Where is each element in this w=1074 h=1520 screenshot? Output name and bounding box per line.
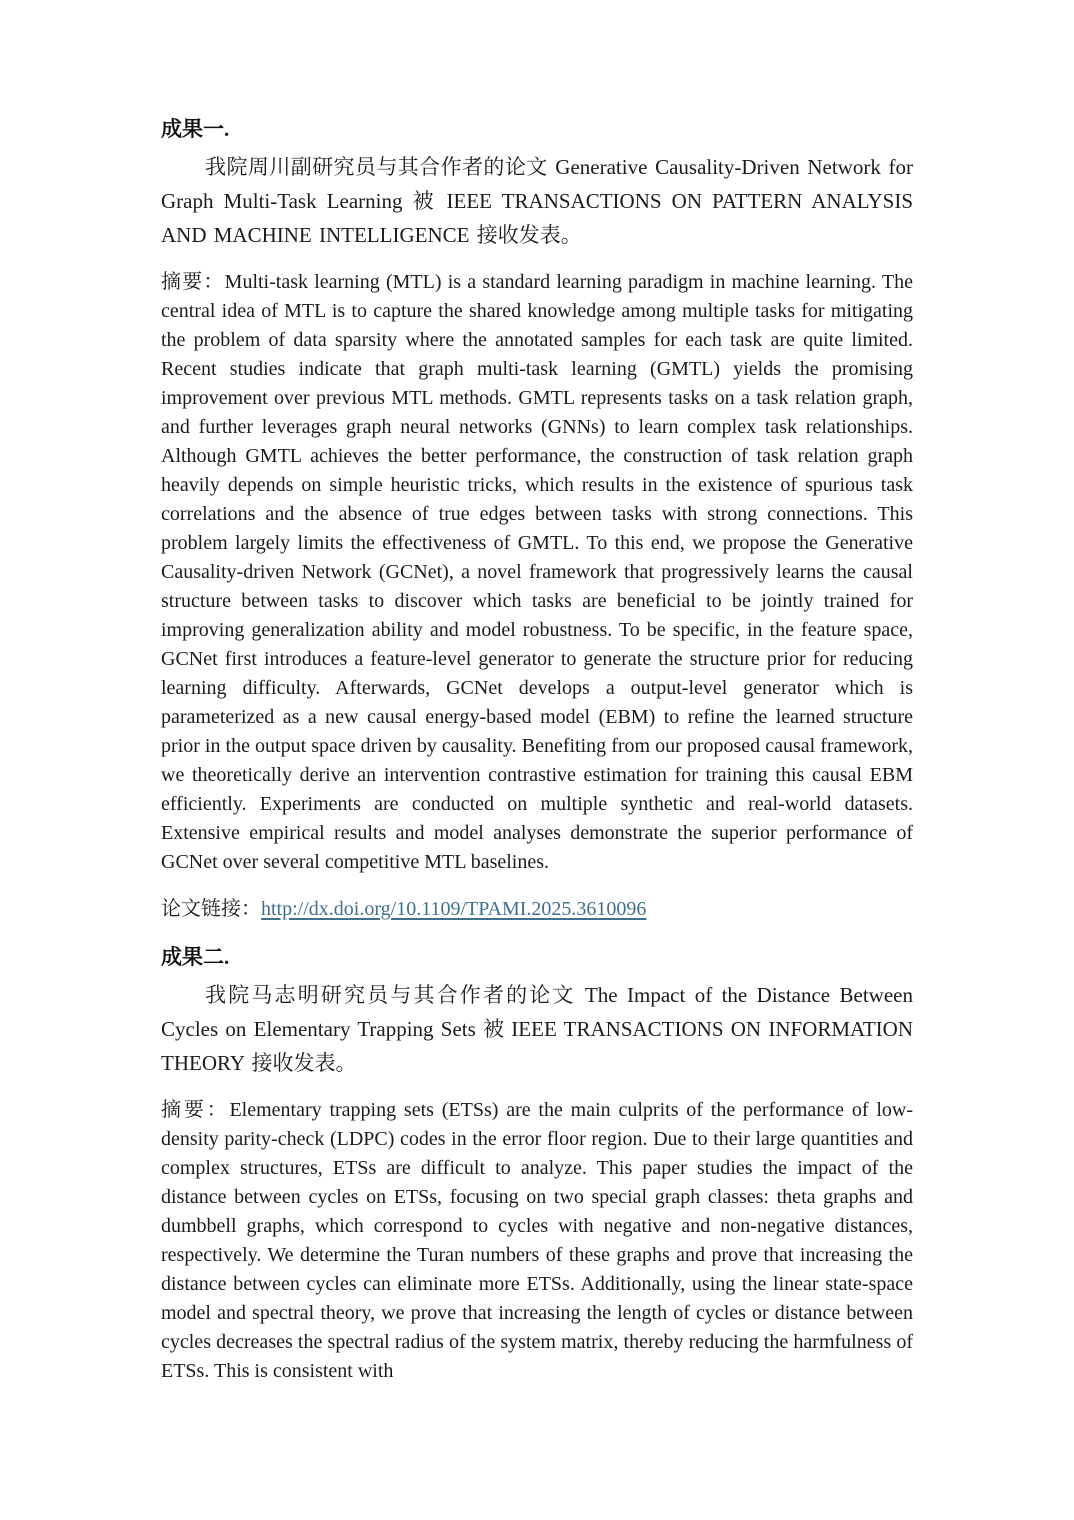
section-achievement-1 [161,116,913,924]
link-label: 论文链接： [161,898,261,920]
abstract-label: 摘要： [161,271,225,293]
abstract-text: Elementary trapping sets (ETSs) are the main culprits of the performance of low-density parity-check (LDPC) codes in the error floor region. Due to their large quantities and complex structures, ETSs are difficult to analyze. This paper studies the impact of the distance between cycles on ETSs, focusing on two special graph classes: theta graphs and dumbbell graphs, which correspond to cycles with negative and non-negative distances, respectively. We determine the Turan numbers of these graphs and prove that increasing the distance between cycles can eliminate more ETSs. Additionally, using the linear state-space model and spectral theory, we prove that increasing the length of cycles or distance between cycles decreases the spectral radius of the system matrix, thereby reducing the harmfulness of ETSs. This is consistent with [161,1099,914,1382]
paper-1-link-line [161,895,913,924]
paper-2-abstract [161,1096,913,1386]
section-achievement-2 [161,944,913,1386]
section-2-heading: 成果二. [161,945,230,969]
abstract-text: Multi-task learning (MTL) is a standard learning paradigm in machine learning. The central idea of MTL is to capture the shared knowledge among multiple tasks for mitigating the problem of data sparsity where the annotated samples for each task are quite limited. Recent studies indicate that graph multi-task learning (GMTL) yields the promising improvement over previous MTL methods. GMTL represents tasks on a task relation graph, and further leverages graph neural networks (GNNs) to learn complex task relationships. Although GMTL achieves the better performance, the construction of task relation graph heavily depends on simple heuristic tricks, which results in the existence of spurious task correlations and the absence of true edges between tasks with strong connections. This problem largely limits the effectiveness of GMTL. To this end, we propose the Generative Causality-driven Network (GCNet), a novel framework that progressively learns the causal structure between tasks to discover which tasks are beneficial to be jointly trained for improving generalization ability and model robustness. To be specific, in the feature space, GCNet first introduces a feature-level generator to generate the structure prior for reducing learning difficulty. Afterwards, GCNet develops a output-level generator which is parameterized as a new causal energy-based model (EBM) to refine the learned structure prior in the output space driven by causality. Benefiting from our proposed causal framework, we theoretically derive an intervention contrastive estimation for training this causal EBM efficiently. Experiments are conducted on multiple synthetic and real-world datasets. Extensive empirical results and model analyses demonstrate the superior performance of GCNet over several competitive MTL baselines. [161,271,914,873]
doi-link[interactable]: http://dx.doi.org/10.1109/TPAMI.2025.3610096 [261,898,647,920]
abstract-label: 摘要： [161,1099,230,1121]
paper-1-title: 我院周川副研究员与其合作者的论文 Generative Causality-Driven Network for Graph Multi-Task Learning 被 IEEE TRANSACTIONS ON PATTERN ANALYSIS AND MACHINE INTELLIGENCE 接收发表。 [161,155,913,247]
paper-1-abstract [161,268,913,877]
section-1-heading: 成果一. [161,117,230,141]
paper-2-title: 我院马志明研究员与其合作者的论文 The Impact of the Distance Between Cycles on Elementary Trapping Sets 被 IEEE TRANSACTIONS ON INFORMATION THEORY 接收发表。 [161,983,914,1075]
document-page [161,0,913,1386]
